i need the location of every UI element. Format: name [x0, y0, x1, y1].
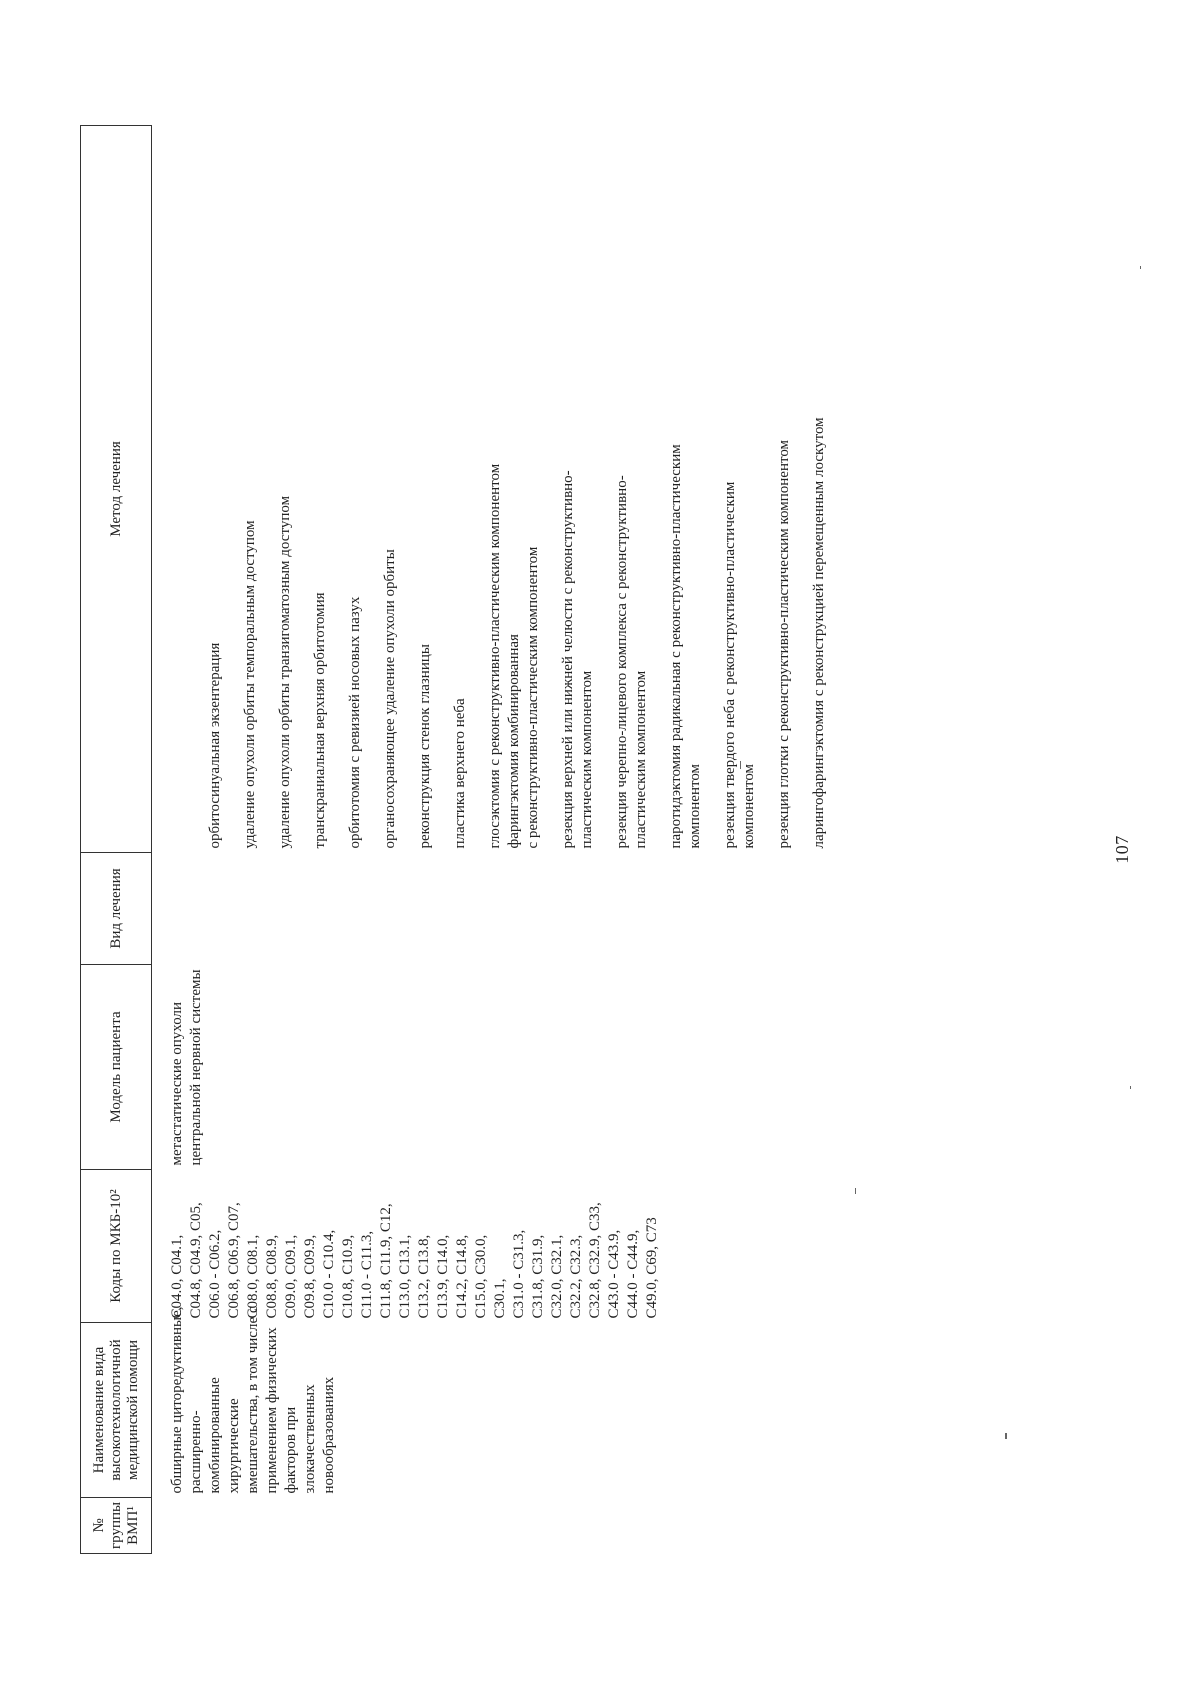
list-item: органосохраняющее удаление опухоли орбиты — [382, 549, 398, 849]
cell-icd-codes: C04.0, C04.1, C04.8, C04.9, C05, C06.0 - C06.2, C06.8, C06.9, C07, C08.0, C08.1, C08.8, C08.9, C09.0, C09.1, C09.8, C09.9, C10.0 - C10.4, C10.8, C10.9, C11.0 - C11.3, C11.8, C11.9, C12, C13.0, C13.1, C13.2, C13.8, C13.9, C14.0, C14.2, C14.8, C15.0, C30.0, C30.1, C31.0 - C31.3, C31.8, C31.9, C32.0, C32.1, C32.2, C32.3, C32.8, C32.9, C33, C43.0 - C43.9, C44.0 - C44.9, C49.0, C69, C73 — [169, 1202, 660, 1319]
list-item: транскраниальная верхняя орбитотомия — [312, 592, 328, 849]
cell-treatment-kind — [152, 853, 846, 965]
method-list — [206, 130, 829, 849]
list-item: удаление опухоли орбиты темпоральным доступом — [242, 520, 258, 849]
header-icd-codes: Коды по МКБ-10² — [81, 1170, 152, 1323]
vmp-table — [80, 125, 845, 1554]
table-row — [152, 126, 846, 1554]
cell-care-type-name: обширные циторедуктивные, расширенно- комбинированные хирургические вмешательства, в том числе с применением физических факторов при злокачественных новообразованиях — [169, 1306, 337, 1494]
cell-patient-model: метастатические опухоли центральной нервной системы — [169, 969, 204, 1166]
list-item: глосэктомия с реконструктивно-пластическим компонентом фарингэктомия комбинированная с реконструктивно-пластическим компонентом — [487, 463, 541, 849]
list-item: ларингофарингэктомия с реконструкцией перемещенным лоскутом — [811, 417, 827, 849]
list-item: орбитосинуальная экзентерация — [207, 642, 223, 849]
header-patient-model: Модель пациента — [81, 965, 152, 1170]
list-item: резекция глотки с реконструктивно-пластическим компонентом — [776, 439, 792, 849]
list-item: резекция твердого неба с реконструктивно-пластическим компонентом — [722, 481, 757, 849]
list-item: резекция черепно-лицевого комплекса с реконструктивно- пластическим компонентом — [614, 475, 649, 849]
scan-artifact — [1005, 1433, 1007, 1439]
list-item: пластика верхнего неба — [452, 698, 468, 849]
scan-artifact — [855, 1188, 856, 1194]
header-care-type-name: Наименование вида высокотехнологичной медицинской помощи — [81, 1323, 152, 1498]
scan-artifact — [1130, 1086, 1131, 1089]
cell-group-number — [152, 1498, 846, 1554]
header-treatment-kind: Вид лечения — [81, 853, 152, 965]
header-group-number: № группы ВМП¹ — [81, 1498, 152, 1554]
scan-artifact — [740, 761, 741, 769]
list-item: резекция верхней или нижней челюсти с реконструктивно- пластическим компонентом — [560, 470, 595, 849]
list-item: орбитотомия с ревизией носовых пазух — [347, 596, 363, 849]
cell-treatment-methods — [152, 126, 846, 853]
table-header-row — [81, 126, 152, 1554]
list-item: реконструкция стенок глазницы — [417, 644, 433, 849]
header-treatment-method: Метод лечения — [81, 126, 152, 853]
list-item: удаление опухоли орбиты транзигоматозным доступом — [277, 495, 293, 849]
list-item: паротидэктомия радикальная с реконструктивно-пластическим компонентом — [668, 444, 703, 849]
scan-artifact — [1140, 266, 1141, 269]
page-number: 107 — [1112, 835, 1132, 864]
